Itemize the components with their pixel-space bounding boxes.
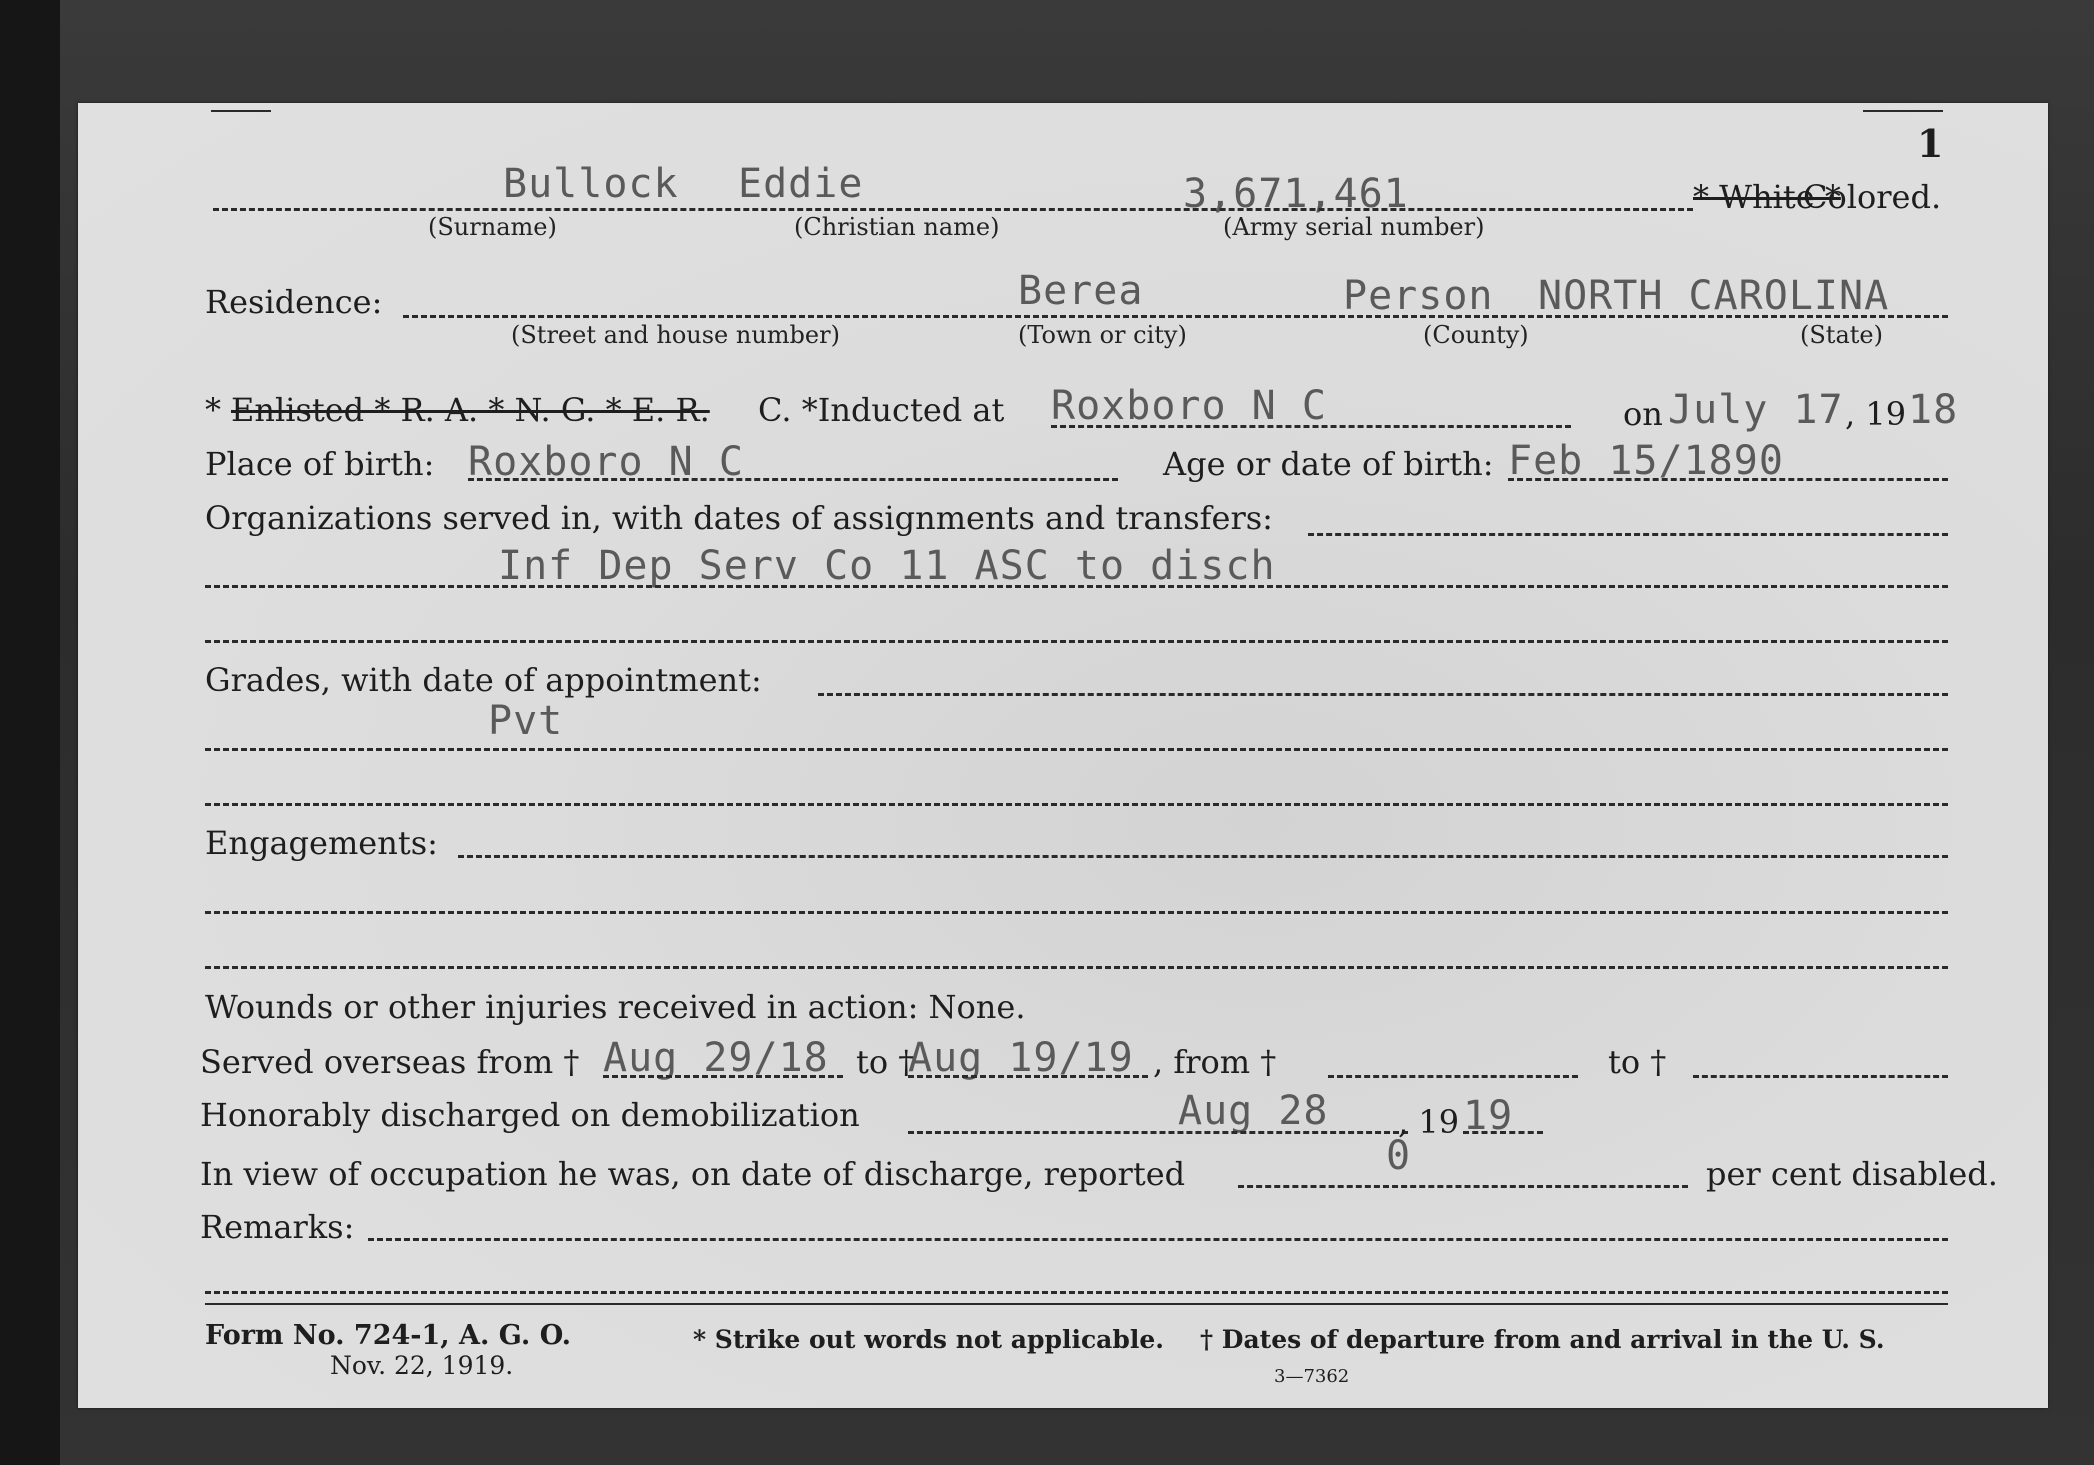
- form-number: Form No. 724-1, A. G. O.: [205, 1320, 572, 1351]
- disability-label: In view of occupation he was, on date of discharge, reported: [200, 1155, 1186, 1193]
- birthplace-value: Roxboro N C: [468, 439, 744, 485]
- county-value: Person: [1343, 273, 1494, 319]
- organizations-value: Inf Dep Serv Co 11 ASC to disch: [498, 543, 1276, 589]
- overseas-from-line: [603, 1075, 843, 1078]
- discharge-date-value: Aug 28: [1178, 1088, 1329, 1134]
- print-code: 3—7362: [1274, 1366, 1350, 1387]
- remarks-label: Remarks:: [200, 1208, 355, 1246]
- inducted-label: C. *Inducted at: [758, 391, 1005, 429]
- engagements-line-1: [205, 911, 1948, 914]
- overseas-to-value: Aug 19/19: [908, 1035, 1134, 1081]
- induction-year-prefix: , 19: [1845, 395, 1907, 433]
- grades-line-1: [205, 748, 1948, 751]
- induction-on-label: on: [1623, 395, 1663, 433]
- residence-line: [403, 315, 1948, 318]
- induction-year-value: 18: [1908, 387, 1959, 433]
- footnote-dates: † Dates of departure from and arrival in the U. S.: [1200, 1325, 1885, 1354]
- discharge-year-prefix: , 19: [1398, 1103, 1460, 1141]
- induction-place-value: Roxboro N C: [1051, 383, 1327, 429]
- grades-line-2: [205, 803, 1948, 806]
- scan-edge: [0, 0, 60, 1465]
- organizations-line-1: [205, 585, 1948, 588]
- corner-mark-left: [211, 110, 271, 112]
- card-number: 1: [1917, 121, 1944, 166]
- overseas-label: Served overseas from †: [200, 1043, 580, 1081]
- serial-caption: (Army serial number): [1223, 213, 1485, 241]
- induction-date-value: July 17: [1668, 387, 1844, 433]
- street-caption: (Street and house number): [511, 321, 840, 349]
- town-caption: (Town or city): [1018, 321, 1187, 349]
- corner-mark-right: [1863, 110, 1943, 112]
- overseas-to-label: to †: [856, 1043, 915, 1081]
- overseas-to-label-2: to †: [1608, 1043, 1667, 1081]
- discharge-label: Honorably discharged on demobilization: [200, 1096, 860, 1134]
- grades-label: Grades, with date of appointment:: [205, 661, 762, 699]
- surname-value: Bullock: [503, 161, 679, 207]
- footnote-strike: * Strike out words not applicable.: [693, 1325, 1164, 1354]
- overseas-from-label-2: , from †: [1153, 1043, 1277, 1081]
- organizations-line-0: [1308, 533, 1948, 536]
- disability-value: 0: [1386, 1133, 1412, 1179]
- induction-place-line: [1051, 425, 1571, 428]
- overseas-from-line-2: [1328, 1075, 1578, 1078]
- serial-number-value: 3,671,461: [1183, 171, 1409, 217]
- wounds-label: Wounds or other injuries received in action: None.: [205, 988, 1026, 1026]
- christian-name-caption: (Christian name): [794, 213, 1000, 241]
- birthdate-label: Age or date of birth:: [1163, 445, 1494, 483]
- christian-name-value: Eddie: [738, 161, 864, 207]
- surname-caption: (Surname): [428, 213, 557, 241]
- enlistment-options-struck: Enlisted * R. A. * N. G. * E. R.: [231, 391, 710, 429]
- induction-asterisk: *: [205, 391, 221, 429]
- remarks-line-1: [205, 1291, 1948, 1294]
- footer-divider: [205, 1303, 1948, 1305]
- county-caption: (County): [1423, 321, 1529, 349]
- town-value: Berea: [1018, 268, 1144, 314]
- discharge-year-line: [1463, 1131, 1543, 1134]
- state-value: NORTH CAROLINA: [1538, 273, 1890, 319]
- residence-label: Residence:: [205, 283, 383, 321]
- state-caption: (State): [1800, 321, 1883, 349]
- birthdate-value: Feb 15/1890: [1508, 438, 1784, 484]
- discharge-date-line: [908, 1131, 1408, 1134]
- disability-suffix: per cent disabled.: [1706, 1155, 1998, 1193]
- birthdate-line: [1508, 478, 1948, 481]
- service-record-card: [78, 103, 2048, 1408]
- name-line: [213, 208, 1693, 211]
- discharge-year-value: 19: [1463, 1093, 1514, 1139]
- overseas-to-line: [908, 1075, 1148, 1078]
- grades-line-0: [818, 693, 1948, 696]
- race-selected: Colored.: [1803, 178, 1942, 216]
- birthplace-label: Place of birth:: [205, 445, 435, 483]
- engagements-label: Engagements:: [205, 824, 438, 862]
- overseas-to-line-2: [1693, 1075, 1948, 1078]
- organizations-line-2: [205, 640, 1948, 643]
- overseas-from-value: Aug 29/18: [603, 1035, 829, 1081]
- race-struck: * White *: [1693, 178, 1841, 216]
- remarks-line-0: [368, 1238, 1948, 1241]
- disability-line: [1238, 1185, 1688, 1188]
- engagements-line-2: [205, 966, 1948, 969]
- grades-value: Pvt: [488, 698, 564, 744]
- birthplace-line: [468, 478, 1118, 481]
- engagements-line-0: [458, 855, 1948, 858]
- form-date: Nov. 22, 1919.: [330, 1351, 514, 1380]
- organizations-label: Organizations served in, with dates of assignments and transfers:: [205, 499, 1273, 537]
